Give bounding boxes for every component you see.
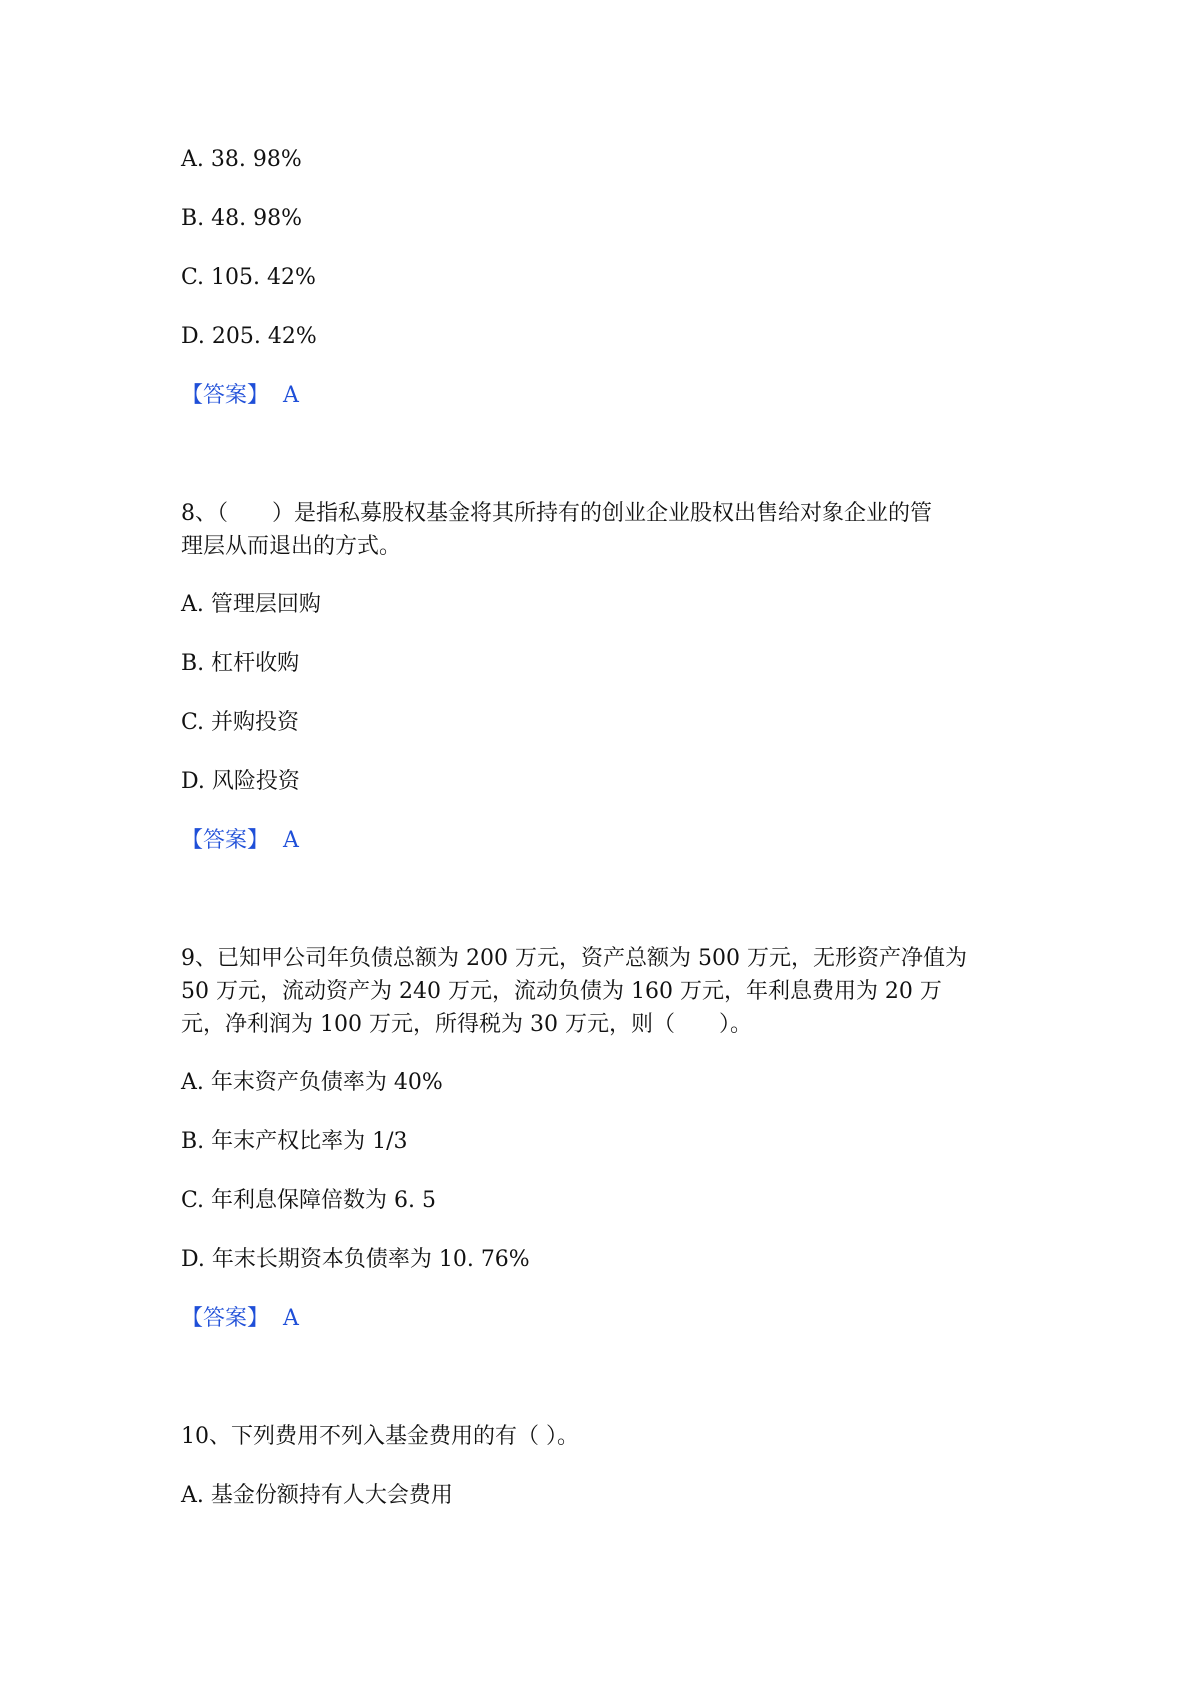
option-d: D. 年末长期资本负债率为 10. 76% [181, 1247, 530, 1272]
option-a: A. 管理层回购 [181, 592, 321, 617]
option-a: A. 38. 98% [181, 147, 302, 172]
answer-line [181, 1305, 299, 1333]
answer-label: 【答案】 [181, 828, 270, 853]
option-c: C. 年利息保障倍数为 6. 5 [181, 1188, 437, 1213]
question-stem-line: 9、已知甲公司年负债总额为 200 万元，资产总额为 500 万元，无形资产净值为 [181, 946, 967, 971]
option-d: D. 205. 42% [181, 324, 317, 349]
option-a: A. 基金份额持有人大会费用 [181, 1483, 453, 1508]
option-c: C. 105. 42% [181, 265, 316, 290]
question-stem-line: 元，净利润为 100 万元，所得税为 30 万元，则（ ）。 [181, 1012, 752, 1037]
option-b: B. 年末产权比率为 1/3 [181, 1129, 408, 1154]
option-b: B. 杠杆收购 [181, 651, 300, 676]
option-a: A. 年末资产负债率为 40% [181, 1070, 443, 1095]
answer-label: 【答案】 [181, 1306, 270, 1331]
question-stem-line: 理层从而退出的方式。 [181, 534, 402, 559]
answer-label: 【答案】 [181, 383, 270, 408]
option-b: B. 48. 98% [181, 206, 303, 231]
answer-value: A [283, 383, 299, 408]
question-stem-line: 10、下列费用不列入基金费用的有（ ）。 [181, 1424, 579, 1449]
option-c: C. 并购投资 [181, 710, 300, 735]
answer-line [181, 382, 299, 410]
answer-line [181, 827, 299, 855]
answer-value: A [283, 828, 299, 853]
question-stem-line: 8、（ ）是指私募股权基金将其所持有的创业企业股权出售给对象企业的管 [181, 501, 932, 526]
question-stem-line: 50 万元，流动资产为 240 万元，流动负债为 160 万元，年利息费用为 20 万 [181, 979, 942, 1004]
answer-value: A [283, 1306, 299, 1331]
option-d: D. 风险投资 [181, 769, 300, 794]
